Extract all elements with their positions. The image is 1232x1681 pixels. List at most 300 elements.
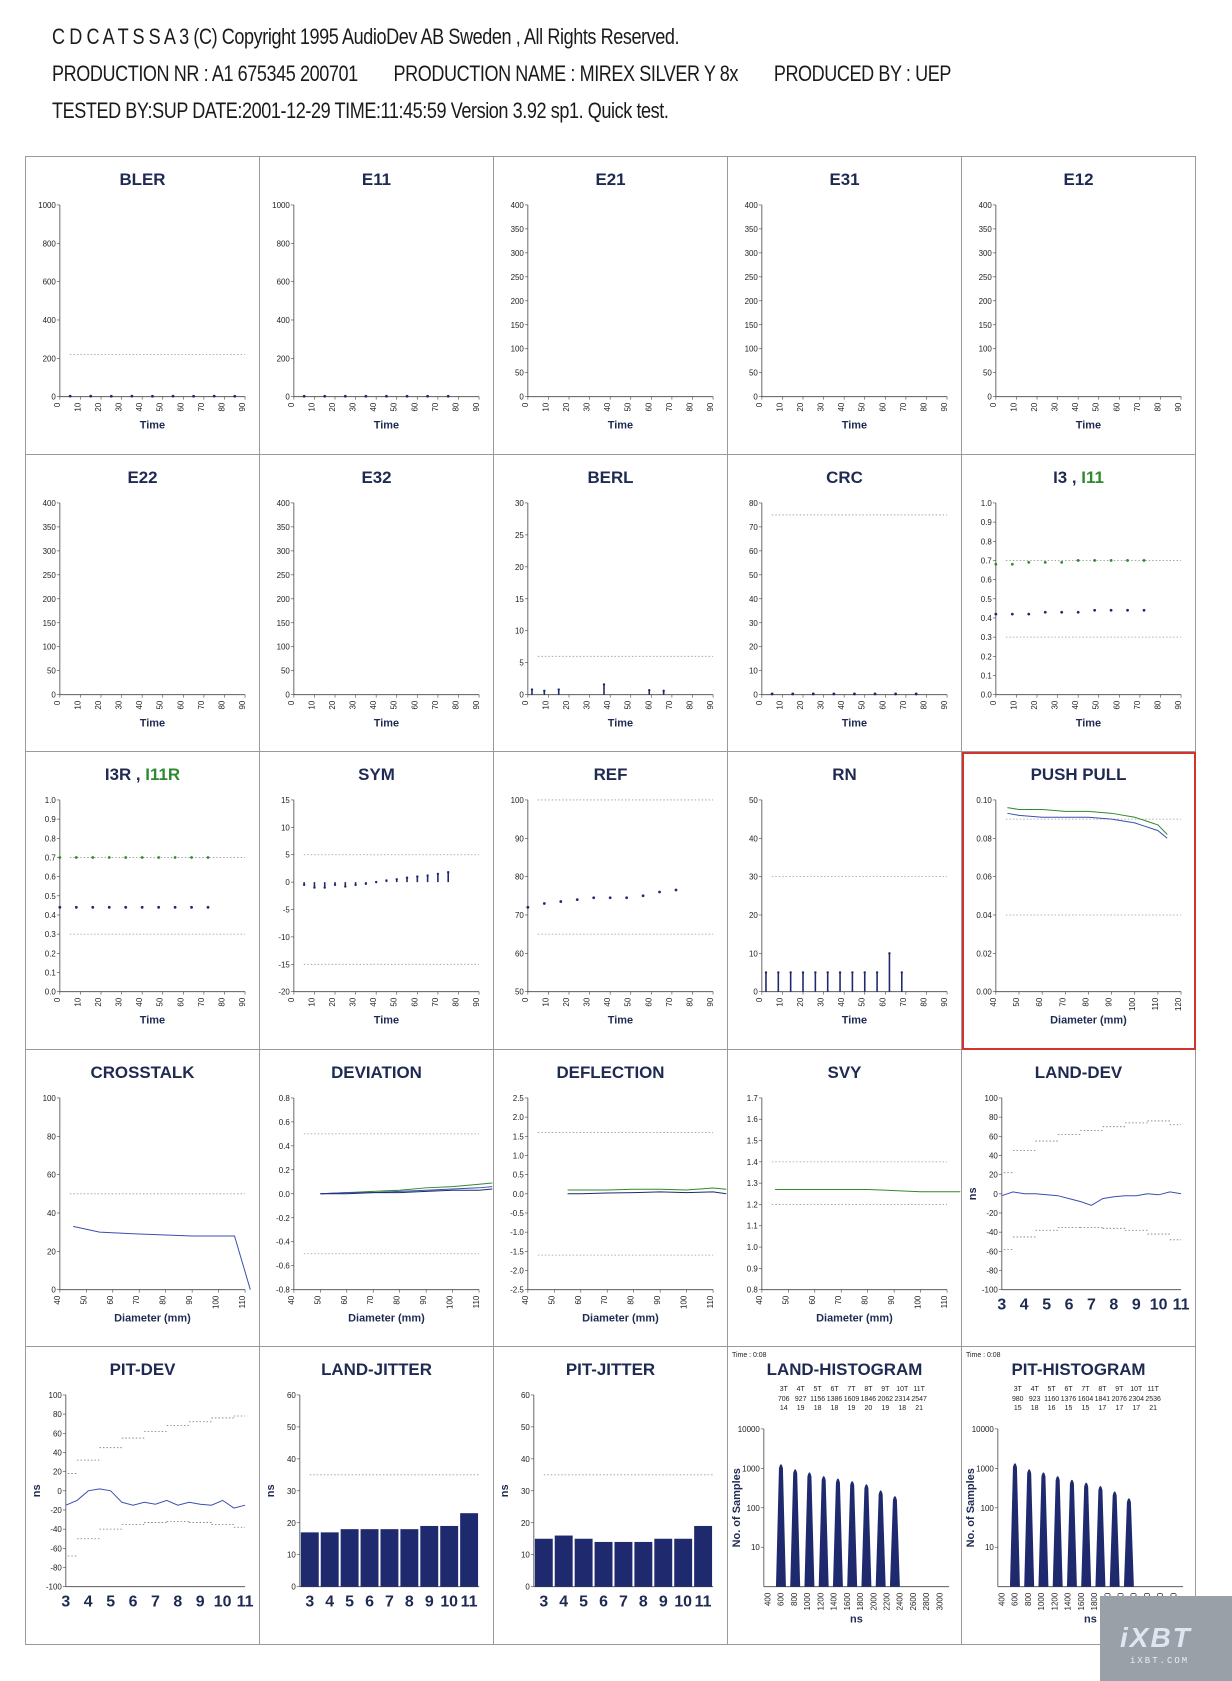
x-tick-label: 9 <box>1131 1296 1141 1314</box>
x-tick-label: 80 <box>1153 700 1163 710</box>
data-point <box>559 900 562 903</box>
x-tick-label: 50 <box>389 700 399 710</box>
x-tick-label: 0 <box>520 997 530 1003</box>
histogram-peak <box>847 1481 857 1587</box>
x-tick-label: 11 <box>460 1594 478 1612</box>
x-tick-label: 8 <box>638 1594 648 1612</box>
legend-label: 11T <box>1147 1386 1159 1394</box>
x-tick-label: 50 <box>623 997 633 1007</box>
y-tick-label: -0.8 <box>276 1285 290 1295</box>
y-tick-label: 0.3 <box>980 632 992 642</box>
x-tick-label: 40 <box>1071 700 1081 710</box>
data-point <box>543 689 545 691</box>
y-tick-label: 250 <box>42 570 56 580</box>
data-point <box>1110 559 1113 562</box>
y-tick-label: 0 <box>525 1583 530 1593</box>
y-tick-label: 200 <box>510 296 524 306</box>
bar <box>420 1526 438 1587</box>
y-tick-label: -80 <box>50 1563 62 1573</box>
data-point <box>625 897 628 900</box>
x-tick-label: 40 <box>135 700 145 710</box>
data-point <box>576 898 579 901</box>
chart-svg-pitdev <box>26 1347 259 1644</box>
y-tick-label: 1.0 <box>746 1242 758 1252</box>
x-tick-label: 70 <box>1058 997 1068 1007</box>
legend-count: 18 <box>898 1405 907 1413</box>
chart-grid <box>25 156 1196 1645</box>
x-tick-label: 40 <box>135 402 145 412</box>
y-tick-label: 0.9 <box>746 1264 758 1274</box>
data-point <box>876 971 878 973</box>
y-tick-label: 50 <box>520 1423 530 1433</box>
chart-svg-e21 <box>494 157 727 454</box>
y-tick-label: 350 <box>978 224 992 234</box>
x-tick-label: 30 <box>816 997 826 1007</box>
y-tick-label: 0.1 <box>980 671 992 681</box>
y-tick-label: 80 <box>515 872 524 882</box>
data-point <box>853 692 856 695</box>
data-point <box>531 688 533 690</box>
x-tick-label: 7 <box>385 1594 394 1612</box>
legend-count: 2536 <box>1145 1396 1161 1404</box>
x-tick-label: 80 <box>1153 402 1163 412</box>
x-tick-label: 50 <box>857 700 867 710</box>
chart-title: CRC <box>826 467 863 487</box>
x-tick-label: 80 <box>685 997 695 1007</box>
y-tick-label: 300 <box>510 248 524 258</box>
x-tick-label: 110 <box>1150 997 1160 1011</box>
x-axis-label: ns <box>1084 1614 1097 1627</box>
legend-count: 15 <box>1013 1405 1022 1413</box>
x-tick-label: 0 <box>286 402 296 408</box>
y-tick-label: 50 <box>47 666 56 676</box>
data-point <box>648 689 650 691</box>
y-axis-label: No. of Samples <box>730 1468 743 1548</box>
chart-title: BLER <box>119 169 166 189</box>
legend-count: 14 <box>779 1405 788 1413</box>
chart-crc <box>728 455 962 753</box>
x-tick-label: 30 <box>1050 402 1060 412</box>
histogram-peak <box>1124 1499 1134 1587</box>
legend-label: 4T <box>796 1386 805 1394</box>
data-point <box>406 877 408 879</box>
x-axis-label: Time <box>841 419 868 432</box>
y-tick-label: 30 <box>515 498 524 508</box>
x-tick-label: 8 <box>173 1594 183 1612</box>
x-tick-label: 60 <box>878 997 888 1007</box>
y-tick-label: 80 <box>47 1132 56 1142</box>
data-point <box>69 395 72 398</box>
x-tick-label: 1800 <box>1090 1593 1100 1611</box>
y-tick-label: 100 <box>42 642 56 652</box>
x-tick-label: 90 <box>940 997 950 1007</box>
y-tick-label: 10000 <box>737 1425 760 1435</box>
data-point <box>874 692 877 695</box>
y-tick-label: 1.4 <box>746 1157 758 1167</box>
y-tick-label: -60 <box>50 1544 62 1554</box>
chart-title: SVY <box>827 1062 862 1082</box>
x-tick-label: 1000 <box>803 1593 813 1611</box>
x-axis-label: Time <box>373 419 400 432</box>
x-tick-label: 3 <box>997 1296 1007 1314</box>
y-tick-label: 0 <box>51 690 56 700</box>
x-tick-label: 90 <box>419 1295 429 1305</box>
chart-e21 <box>494 157 728 455</box>
x-tick-label: 20 <box>1030 402 1040 412</box>
y-tick-label: 150 <box>978 320 992 330</box>
x-tick-label: 6 <box>599 1594 608 1612</box>
chart-svg-crc <box>728 455 961 752</box>
legend-count: 2314 <box>894 1396 910 1404</box>
x-tick-label: 80 <box>626 1295 636 1305</box>
y-tick-label: 0.9 <box>44 815 56 825</box>
x-axis-label: Time <box>607 717 634 730</box>
chart-title: E32 <box>361 467 392 487</box>
y-tick-label: 300 <box>744 248 758 258</box>
legend-count: 20 <box>864 1405 873 1413</box>
y-tick-label: 1000 <box>38 200 56 210</box>
data-point <box>313 887 315 889</box>
legend-label: 5T <box>813 1386 822 1394</box>
x-tick-label: 60 <box>410 700 420 710</box>
chart-svg-crosstalk <box>26 1050 259 1347</box>
series-line <box>775 1189 960 1191</box>
x-tick-label: 20 <box>328 700 338 710</box>
y-tick-label: 0.06 <box>976 872 992 882</box>
y-tick-label: 40 <box>47 1208 56 1218</box>
x-tick-label: 30 <box>582 700 592 710</box>
x-tick-label: 7 <box>1087 1296 1096 1314</box>
series-line <box>1002 1192 1181 1205</box>
x-tick-label: 50 <box>389 997 399 1007</box>
chart-title: PIT-DEV <box>109 1360 176 1380</box>
x-tick-label: 60 <box>573 1295 583 1305</box>
series-line <box>1007 808 1167 835</box>
data-point <box>190 856 193 859</box>
data-point <box>526 906 529 909</box>
y-tick-label: 0 <box>753 690 758 700</box>
y-tick-label: 40 <box>286 1455 296 1465</box>
x-tick-label: 2000 <box>869 1593 879 1611</box>
y-tick-label: 10 <box>281 823 290 833</box>
legend-count: 1846 <box>860 1396 877 1404</box>
data-point <box>1060 561 1063 564</box>
x-tick-label: 0 <box>520 402 530 408</box>
y-tick-label: 20 <box>47 1247 56 1257</box>
x-tick-label: 10 <box>307 700 317 710</box>
y-tick-label: 0.04 <box>976 911 992 921</box>
x-tick-label: 0 <box>520 700 530 705</box>
y-tick-label: 50 <box>983 368 992 378</box>
bar <box>321 1533 339 1587</box>
x-tick-label: 800 <box>1023 1593 1033 1607</box>
x-tick-label: 90 <box>1104 997 1114 1007</box>
y-tick-label: 1000 <box>976 1464 994 1474</box>
y-tick-label: 10000 <box>971 1425 994 1435</box>
y-tick-label: 5 <box>519 658 524 668</box>
chart-ref <box>494 752 728 1050</box>
x-tick-label: 80 <box>451 402 461 412</box>
x-tick-label: 600 <box>1010 1593 1020 1607</box>
data-point <box>1077 559 1080 562</box>
chart-berl <box>494 455 728 753</box>
data-point <box>851 971 853 973</box>
y-tick-label: 0.6 <box>44 872 56 882</box>
data-point <box>207 906 210 909</box>
y-tick-label: 80 <box>749 498 758 508</box>
x-tick-label: 8 <box>1109 1296 1119 1314</box>
chart-svy <box>728 1050 962 1348</box>
data-point <box>375 881 377 883</box>
y-tick-label: 0.4 <box>44 911 56 921</box>
y-tick-label: 0.8 <box>746 1285 758 1295</box>
x-tick-label: 50 <box>857 997 867 1007</box>
x-tick-label: 7 <box>619 1594 628 1612</box>
bar <box>460 1514 478 1588</box>
y-tick-label: 350 <box>744 224 758 234</box>
x-tick-label: 9 <box>424 1594 434 1612</box>
legend-label: 7T <box>1081 1386 1090 1394</box>
y-tick-label: 1.1 <box>746 1221 758 1231</box>
y-tick-label: 5 <box>285 850 290 860</box>
y-tick-label: 0 <box>51 1285 56 1295</box>
y-tick-label: 100 <box>746 1504 760 1514</box>
legend-label: 8T <box>1098 1386 1107 1394</box>
x-tick-label: 40 <box>369 997 379 1007</box>
y-tick-label: -40 <box>50 1525 62 1535</box>
legend-count: 18 <box>813 1405 822 1413</box>
legend-count: 17 <box>1115 1405 1124 1413</box>
y-tick-label: 0 <box>519 690 524 700</box>
legend-count: 1156 <box>810 1396 826 1404</box>
chart-svg-e12 <box>962 157 1195 454</box>
histogram-peak <box>1110 1492 1120 1587</box>
x-tick-label: 70 <box>132 1295 142 1305</box>
chart-svg-landjitter <box>260 1347 493 1644</box>
x-tick-label: 20 <box>796 997 806 1007</box>
x-tick-label: 90 <box>706 997 716 1007</box>
x-tick-label: 11 <box>694 1594 712 1612</box>
x-axis-label: Time <box>607 1014 634 1027</box>
chart-pushpull <box>962 752 1196 1050</box>
y-tick-label: 60 <box>286 1391 296 1401</box>
y-tick-label: 150 <box>744 320 758 330</box>
data-point <box>1011 612 1014 615</box>
histogram-peak <box>1053 1477 1063 1588</box>
x-tick-label: 20 <box>94 402 104 412</box>
x-tick-label: 4 <box>559 1594 569 1612</box>
chart-title: LAND-HISTOGRAM <box>766 1360 923 1380</box>
x-tick-label: 50 <box>1012 997 1022 1007</box>
chart-title: DEVIATION <box>331 1062 422 1082</box>
y-tick-label: 0.9 <box>980 517 992 527</box>
x-axis-label: Diameter (mm) <box>1050 1014 1127 1027</box>
x-tick-label: 90 <box>706 700 716 710</box>
chart-svg-e22 <box>26 455 259 752</box>
data-point <box>437 873 439 875</box>
x-tick-label: 70 <box>196 700 206 710</box>
legend-count: 980 <box>1011 1396 1024 1404</box>
x-tick-label: 50 <box>79 1295 89 1305</box>
data-point <box>1093 559 1096 562</box>
data-point <box>1093 609 1096 612</box>
y-tick-label: 20 <box>988 1170 998 1180</box>
y-tick-label: 50 <box>515 987 524 997</box>
y-tick-label: 50 <box>749 796 758 806</box>
y-tick-label: 30 <box>520 1487 530 1497</box>
data-point <box>108 856 111 859</box>
x-tick-label: 60 <box>410 402 420 412</box>
produced-by: PRODUCED BY : UEP <box>773 61 951 86</box>
x-tick-label: 70 <box>196 402 206 412</box>
x-tick-label: 70 <box>1132 700 1142 710</box>
x-tick-label: 50 <box>781 1295 791 1305</box>
chart-title: E11 <box>361 169 392 189</box>
x-tick-label: 20 <box>1030 700 1040 710</box>
x-tick-label: 30 <box>348 997 358 1007</box>
x-tick-label: 10 <box>307 997 317 1007</box>
x-tick-label: 30 <box>348 402 358 412</box>
bar <box>674 1539 692 1587</box>
chart-svg-bler <box>26 157 259 454</box>
y-tick-label: 1000 <box>742 1464 760 1474</box>
histogram-peak <box>1081 1483 1091 1587</box>
y-tick-label: -100 <box>45 1583 62 1593</box>
x-tick-label: 10 <box>73 997 83 1007</box>
chart-title: PIT-HISTOGRAM <box>1011 1360 1146 1380</box>
data-point <box>894 692 897 695</box>
x-tick-label: 60 <box>410 997 420 1007</box>
x-tick-label: 0 <box>754 997 764 1003</box>
y-axis-label: ns <box>30 1484 43 1498</box>
x-tick-label: 60 <box>644 997 654 1007</box>
chart-e12 <box>962 157 1196 455</box>
x-tick-label: 10 <box>775 402 785 412</box>
x-tick-label: 60 <box>1035 997 1045 1007</box>
y-tick-label: -20 <box>50 1506 62 1516</box>
bar <box>361 1530 379 1588</box>
x-tick-label: 0 <box>988 402 998 408</box>
data-point <box>385 879 387 881</box>
x-tick-label: 30 <box>114 402 124 412</box>
bar <box>634 1542 652 1587</box>
legend-count: 1376 <box>1060 1396 1077 1404</box>
histogram-peak <box>776 1465 786 1587</box>
chart-title: E22 <box>127 467 158 487</box>
chart-landdev <box>962 1050 1196 1348</box>
y-tick-label: 100 <box>744 344 758 354</box>
x-tick-label: 70 <box>898 402 908 412</box>
chart-svg-deflection <box>494 1050 727 1347</box>
legend-count: 15 <box>1064 1405 1073 1413</box>
x-tick-label: 30 <box>816 402 826 412</box>
chart-svg-pitjitter <box>494 1347 727 1644</box>
histogram-peak <box>790 1470 800 1587</box>
x-tick-label: 90 <box>653 1295 663 1305</box>
y-tick-label: 10 <box>286 1551 296 1561</box>
x-tick-label: 5 <box>579 1594 589 1612</box>
y-tick-label: 1.6 <box>746 1115 758 1125</box>
x-tick-label: 90 <box>472 997 482 1007</box>
y-tick-label: 400 <box>510 200 524 210</box>
chart-svg-deviation <box>260 1050 493 1347</box>
x-tick-label: 20 <box>94 997 104 1007</box>
chart-rn <box>728 752 962 1050</box>
x-tick-label: 60 <box>176 997 186 1007</box>
y-tick-label: 40 <box>520 1455 530 1465</box>
y-tick-label: 0.3 <box>44 930 56 940</box>
data-point <box>839 971 841 973</box>
data-point <box>303 395 306 398</box>
legend-label: 5T <box>1047 1386 1056 1394</box>
y-tick-label: 60 <box>515 949 524 959</box>
x-tick-label: 20 <box>562 997 572 1007</box>
x-tick-label: 40 <box>988 997 998 1007</box>
data-point <box>662 689 664 691</box>
chart-pitdev <box>26 1347 260 1645</box>
y-tick-label: 20 <box>749 911 758 921</box>
x-tick-label: 90 <box>472 402 482 412</box>
x-tick-label: 40 <box>603 997 613 1007</box>
y-tick-label: 10 <box>751 1543 760 1553</box>
x-tick-label: 70 <box>366 1295 376 1305</box>
logo-text: iXBT <box>1120 1622 1192 1653</box>
x-tick-label: 10 <box>73 402 83 412</box>
x-tick-label: 60 <box>878 402 888 412</box>
y-tick-label: 0 <box>753 987 758 997</box>
y-tick-label: -60 <box>986 1247 998 1257</box>
y-tick-label: 400 <box>276 498 290 508</box>
legend-count: 1609 <box>843 1396 860 1404</box>
x-tick-label: 80 <box>217 402 227 412</box>
data-point <box>416 876 418 878</box>
data-point <box>130 395 133 398</box>
y-tick-label: 60 <box>749 546 758 556</box>
data-point <box>75 856 78 859</box>
x-tick-label: 40 <box>1071 402 1081 412</box>
data-point <box>864 971 866 973</box>
y-tick-label: 0.4 <box>980 613 992 623</box>
y-tick-label: 1.2 <box>746 1200 758 1210</box>
legend-count: 706 <box>777 1396 790 1404</box>
title-sep: , <box>1067 467 1082 487</box>
data-point <box>642 895 645 898</box>
legend-label: 6T <box>1064 1386 1073 1394</box>
x-tick-label: 0 <box>286 997 296 1003</box>
histogram-peak <box>833 1479 843 1587</box>
data-point <box>174 906 177 909</box>
chart-landhist <box>728 1347 962 1645</box>
x-tick-label: 1600 <box>1076 1593 1086 1611</box>
chart-title: PIT-JITTER <box>565 1360 656 1380</box>
chart-title: REF <box>593 765 628 785</box>
y-tick-label: 0.8 <box>278 1093 290 1103</box>
data-point <box>323 395 326 398</box>
chart-svg-landdev <box>962 1050 1195 1347</box>
y-tick-label: 200 <box>744 296 758 306</box>
x-tick-label: 110 <box>472 1295 482 1309</box>
data-point <box>1077 610 1080 613</box>
x-tick-label: 4 <box>83 1594 93 1612</box>
y-tick-label: 400 <box>42 498 56 508</box>
x-tick-label: 0 <box>52 402 62 408</box>
x-axis-label: Diameter (mm) <box>582 1312 659 1325</box>
bar <box>341 1530 359 1588</box>
x-tick-label: 800 <box>789 1593 799 1607</box>
data-point <box>354 884 356 886</box>
chart-e22 <box>26 455 260 753</box>
x-tick-label: 20 <box>796 402 806 412</box>
